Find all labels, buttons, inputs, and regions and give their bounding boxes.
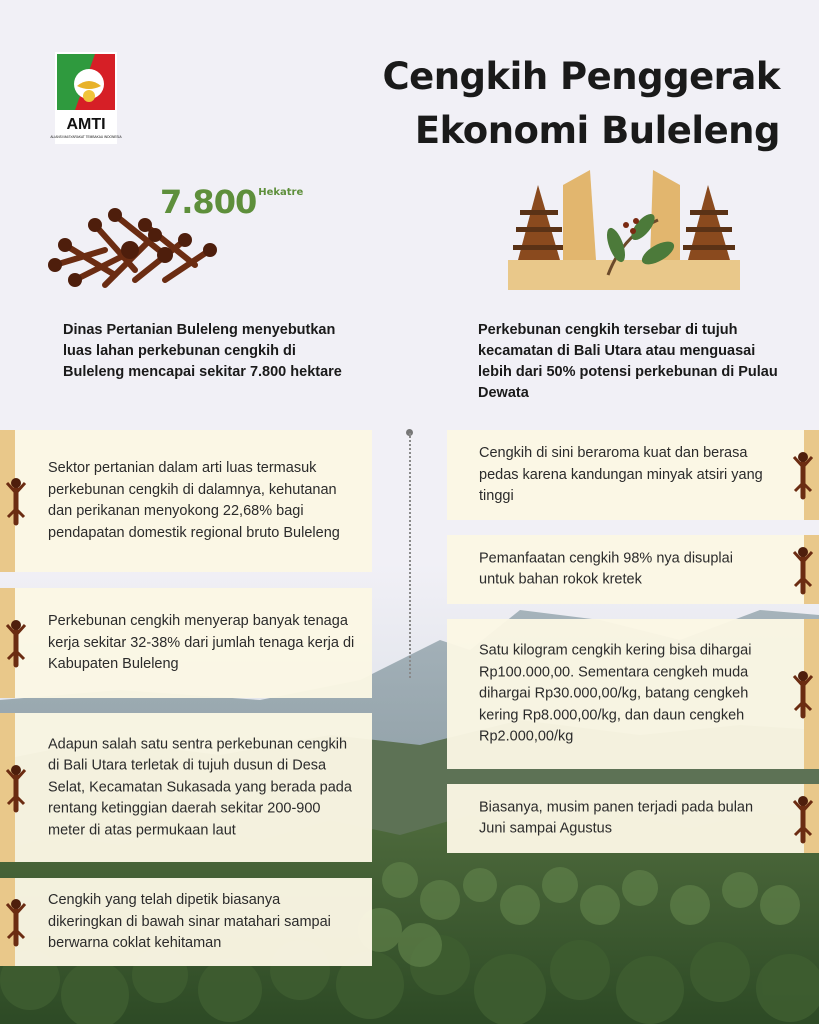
clove-icon <box>790 447 816 503</box>
fact-text: Biasanya, musim panen terjadi pada bulan Juni sampai Agustus <box>479 799 754 837</box>
title-line-1: Cengkih Penggerak <box>382 55 780 98</box>
clove-icon <box>3 615 29 671</box>
clove-icon <box>790 791 816 847</box>
fact-card-left <box>0 713 372 862</box>
fact-card-right <box>447 619 819 769</box>
fact-text: Adapun salah satu sentra perkebunan cengkih di Bali Utara terletak di tujuh dusun di Desa Selat, Kecamatan Sukasada yang berada pada rentang ketinggian daerah sekitar 200-900 meter di atas permukaan laut <box>48 735 352 838</box>
intro-left: Dinas Pertanian Buleleng menyebutkan luas lahan perkebunan cengkih di Buleleng mencapai sekitar 7.800 hektare <box>63 321 342 380</box>
fact-card-right <box>447 430 819 520</box>
fact-text: Pemanfaatan cengkih 98% nya disuplai untuk bahan rokok kretek <box>479 550 733 588</box>
clove-icon <box>3 473 29 529</box>
fact-card-left <box>0 588 372 698</box>
amti-logo <box>50 52 122 144</box>
logo-subtitle: ALIANSI MASYARAKAT TEMBAKAU INDONESIA <box>50 135 122 139</box>
fact-text: Cengkih yang telah dipetik biasanya dikeringkan di bawah sinar matahari sampai berwarna coklat kehitaman <box>48 891 331 951</box>
title-line-2: Ekonomi Buleleng <box>414 109 780 152</box>
intro-right: Perkebunan cengkih tersebar di tujuh kecamatan di Bali Utara atau menguasai lebih dari 50% potensi perkebunan di Pulau Dewata <box>478 321 778 401</box>
clove-icon <box>790 542 816 598</box>
bali-temple-illustration <box>508 165 740 295</box>
fact-text: Sektor pertanian dalam arti luas termasuk perkebunan cengkih di dalamnya, kehutanan dan perikanan menyokong 22,68% bagi pendapatan domestik regional bruto Buleleng <box>48 460 340 541</box>
clove-icon <box>790 666 816 722</box>
center-divider <box>409 433 411 678</box>
clove-icon <box>3 760 29 816</box>
logo-text: AMTI <box>66 116 106 133</box>
clove-icon <box>3 894 29 950</box>
fact-text: Cengkih di sini beraroma kuat dan berasa pedas karena kandungan minyak atsiri yang tinggi <box>479 444 763 504</box>
fact-text: Perkebunan cengkih menyerap banyak tenaga kerja sekitar 32-38% dari jumlah tenaga kerja di Kabupaten Buleleng <box>48 612 355 672</box>
page-title <box>360 50 780 158</box>
fact-card-right <box>447 784 819 853</box>
fact-card-left <box>0 430 372 572</box>
fact-card-right <box>447 535 819 604</box>
land-area-stat <box>160 183 303 221</box>
stat-value: 7.800 <box>160 183 257 221</box>
stat-unit: Hekatre <box>258 187 304 198</box>
fact-text: Satu kilogram cengkih kering bisa dihargai Rp100.000,00. Sementara cengkeh muda dihargai Rp30.000,00/kg, batang cengkeh kering Rp8.000,00/kg, dan daun cengkeh Rp2.000,00/kg <box>479 642 752 745</box>
fact-card-left <box>0 878 372 966</box>
